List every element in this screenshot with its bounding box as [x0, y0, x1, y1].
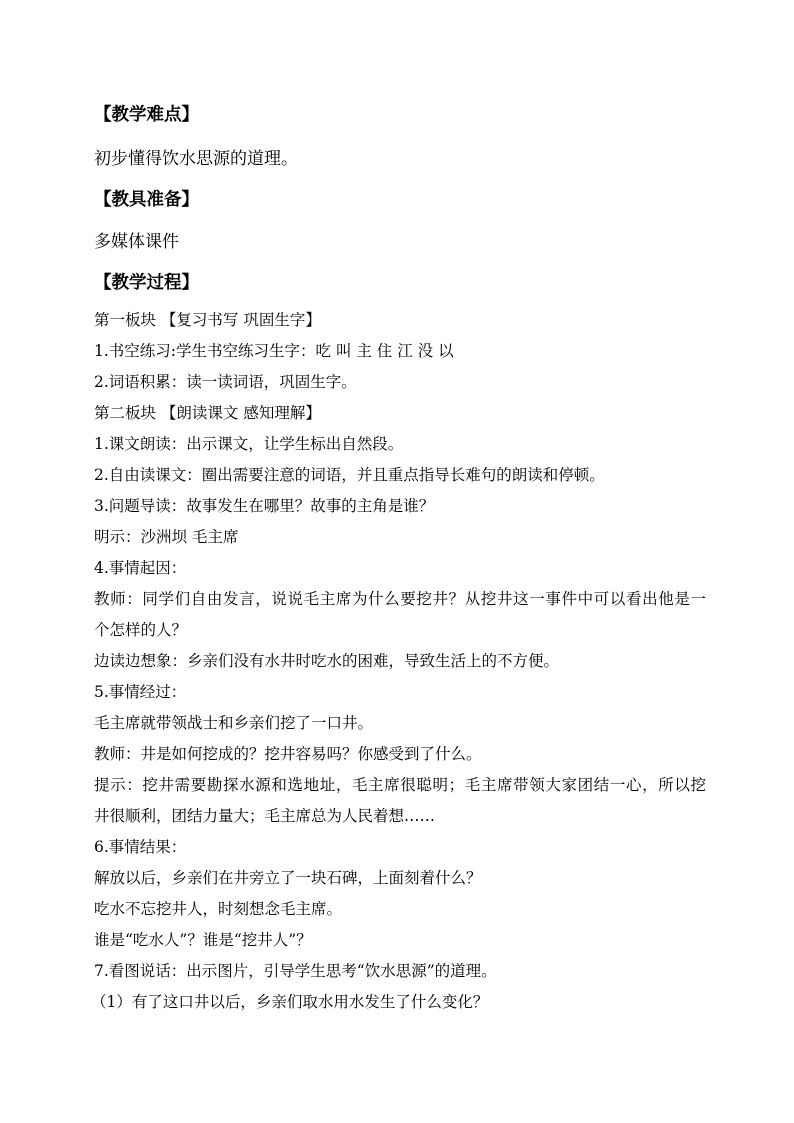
text-line: 2.自由读课文：圈出需要注意的词语，并且重点指导长难句的朗读和停顿。	[94, 466, 605, 484]
text-line: 毛主席就带领战士和乡亲们挖了一口井。	[94, 714, 374, 732]
tools-text: 多媒体课件	[94, 232, 179, 252]
text-line: （1）有了这口井以后，乡亲们取水用水发生了什么变化？	[91, 993, 489, 1011]
text-line: 4.事情起因：	[94, 559, 187, 577]
section-heading: 第一板块 【复习书写 巩固生字】	[94, 311, 321, 329]
heading-teaching-process: 【教学过程】	[94, 273, 199, 293]
text-line: 教师：井是如何挖成的？挖井容易吗？你感受到了什么。	[94, 745, 482, 763]
text-line: 井很顺利，团结力量大；毛主席总为人民着想……	[94, 807, 436, 825]
text-line: 3.问题导读：故事发生在哪里？故事的主角是谁？	[94, 497, 435, 515]
text-line: 谁是“吃水人”？谁是“挖井人”？	[94, 931, 312, 949]
text-line: 提示：挖井需要勘探水源和选地址，毛主席很聪明；毛主席带领大家团结一心，所以挖	[94, 776, 706, 794]
text-line: 7.看图说话：出示图片，引导学生思考“饮水思源”的道理。	[94, 962, 497, 980]
heading-teaching-difficulty: 【教学难点】	[94, 105, 199, 125]
text-line: 教师：同学们自由发言，说说毛主席为什么要挖井？从挖井这一事件中可以看出他是一	[94, 590, 706, 608]
section-heading: 第二板块 【朗读课文 感知理解】	[94, 404, 321, 422]
text-line: 个怎样的人？	[94, 621, 188, 639]
heading-teaching-tools: 【教具准备】	[94, 190, 199, 210]
difficulty-text: 初步懂得饮水思源的道理。	[94, 149, 298, 169]
text-line: 6.事情结果：	[94, 838, 187, 856]
text-line: 边读边想象：乡亲们没有水井时吃水的困难，导致生活上的不方便。	[94, 652, 560, 670]
text-line: 2.词语积累：读一读词语，巩固生字。	[94, 373, 357, 391]
text-line: 1.课文朗读：出示课文，让学生标出自然段。	[94, 435, 404, 453]
text-line: 吃水不忘挖井人，时刻想念毛主席。	[94, 900, 343, 918]
text-line: 解放以后，乡亲们在井旁立了一块石碑，上面刻着什么？	[94, 869, 482, 887]
text-line: 明示：沙洲坝 毛主席	[94, 528, 239, 546]
text-line: 1.书空练习:学生书空练习生字：吃 叫 主 住 江 没 以	[94, 342, 454, 360]
text-line: 5.事情经过：	[94, 683, 187, 701]
